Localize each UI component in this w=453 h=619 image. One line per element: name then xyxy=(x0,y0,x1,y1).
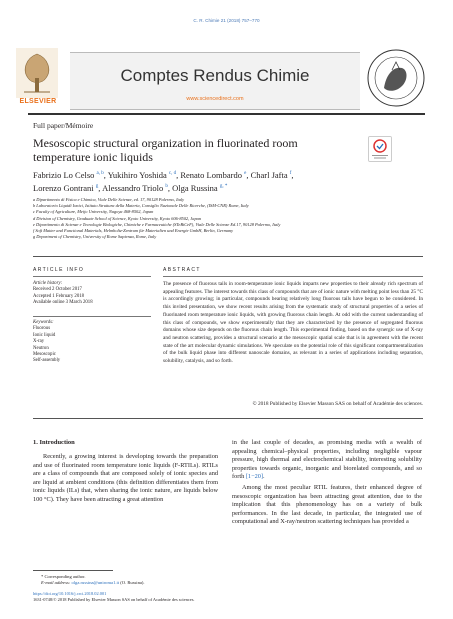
keyword-item: X-ray xyxy=(33,339,45,345)
affiliation-list xyxy=(33,197,423,240)
issn-line: 1631-0748/© 2018 Published by Elsevier Masson SAS on behalf of Académie des sciences. xyxy=(33,597,195,602)
email-link[interactable]: olga.russina@uniroma1.it xyxy=(71,580,120,586)
author-affiliation-mark[interactable]: c, d xyxy=(168,171,177,176)
abstract-text: The presence of fluorous tails in room-temperature ionic liquids imparts new properties to their already rich spectrum of appealing features. The interest towards this class of compounds that are of ionic nature with melting point less than 25 °C is accordingly growing; in particular, compounds bearing relatively long fluorous tails have begun to be considered. In this invited presentation, we show recent results arising from the systematic study of structural properties of a series of fluorinated room temperature ionic liquids, with growing fluorous chain length. At odd with the current understanding of this class of compounds, we show experimentally that they are characterized by the presence of segregated fluorous domains whose size depends on the fluorous chain length. This experimental finding, based on the synergic use of X-ray and neutron scattering, provides a structural scenario at the mesoscopic spatial scale that is in agreement with the recent state of the art molecular dynamic simulations. We speculate on the potential role of this significant compartmentalization of the bulk liquid phase into different nanoscale domains, as relevant in a series of applications including separation, solubility, catalysis, and so forth. xyxy=(163,281,423,365)
history-item: Accepted 1 February 2018 xyxy=(33,293,85,299)
elsevier-tree-logo xyxy=(16,48,58,98)
history-item: Received 2 October 2017 xyxy=(33,287,82,293)
keyword-item: Ionic liquid xyxy=(33,332,56,338)
keywords-rule xyxy=(33,316,151,317)
keyword-list xyxy=(33,320,151,365)
introduction-heading: 1. Introduction xyxy=(33,439,75,446)
journal-title: Comptes Rendus Chimie xyxy=(120,66,310,85)
abstract-bottom-rule xyxy=(33,418,423,419)
keyword-item: Self-assembly xyxy=(33,358,61,364)
keyword-item: Neutron xyxy=(33,345,49,351)
running-head: C. R. Chimie 21 (2018) 757–770 xyxy=(193,18,260,23)
affiliation-item: d Division of Chemistry, Graduate School of Science, Kyoto University, Kyoto 606-8502, Japan xyxy=(33,215,202,221)
citation-link[interactable]: [1−20] xyxy=(245,473,264,481)
affiliation-item: b Laboratorio Liquidi Ionici, Istituto Struttura della Materia, Consiglio Nazionale Delle Ricerche, (ISM-CNR) Rome, Italy xyxy=(33,203,249,209)
doi-link[interactable]: https://doi.org/10.1016/j.crci.2018.02.001 xyxy=(33,591,107,596)
article-history xyxy=(33,281,151,307)
affiliation-item: a Dipartimento di Fisica e Chimica, Viale Delle Scienze, ed. 17, 90128 Palermo, Italy xyxy=(33,197,185,202)
author-name: Renato Lombardo xyxy=(180,169,242,180)
affiliation-item: f Soft Matter and Functional Materials, Helmholtz-Zentrum für Materialien und Energie GmbH, Berlin, Germany xyxy=(33,228,234,234)
author-name: Fabrizio Lo Celso xyxy=(33,169,95,180)
author-list: Fabrizio Lo Celso $^{a, b}$, Yukihiro Yoshida $^{c, d}$, Renato Lombardo $^e$, Charl Jafta $^f$, Lorenzo Gontrani $^g$, Alessandro Triolo $^b$, Olga Russina $^{g, *}$ xyxy=(33,169,294,193)
author-name: Olga Russina xyxy=(172,182,218,193)
doi-block xyxy=(33,591,423,603)
section-divider xyxy=(33,256,423,257)
intro-paragraph: Among the most peculiar RTIL features, their enhanced degree of mesoscopic organization has been attracting great attention, due to the implication that this phenomenology has on a variety of bulk performances. In the last decade, in particular, the integrated use of computational and X-ray/neutron scattering techniques has provided a xyxy=(232,483,422,526)
academie-seal-logo xyxy=(366,48,426,108)
intro-paragraph: in the last couple of decades, as promising media with a wealth of appealing chemical–physical properties, including negligible vapour pressure, high thermal and electrochemical stability, interesting solubility properties towards organic, inorganic and biorelated compounds, and so forth [1−20]. xyxy=(232,439,422,481)
author-affiliation-mark[interactable]: g xyxy=(95,183,99,189)
intro-left-column: Recently, a growing interest is developing towards the preparation and use of fluorinated room temperature ionic liquids (F-RTILs). RTILs are a class of compounds that are composed solely of ionic species and are liquid at ambient conditions (this definition differentiates them from ionic liquids (ILs) that, when sharing the ionic nature, are liquids below 100 °C). They have been attracting a great attention xyxy=(33,453,218,503)
abstract-heading: ABSTRACT xyxy=(163,267,201,273)
intro-right-column xyxy=(232,439,422,529)
author-name: Charl Jafta xyxy=(250,169,288,180)
article-info-heading: ARTICLE INFO xyxy=(33,267,85,273)
check-for-updates-icon[interactable] xyxy=(368,136,392,162)
history-label: Article history: xyxy=(33,281,63,286)
footnote-mark: * Corresponding author. xyxy=(41,574,86,579)
author-affiliation-mark[interactable]: g, * xyxy=(219,183,228,189)
journal-url-link[interactable]: www.sciencedirect.com xyxy=(186,96,244,102)
author-affiliation-mark[interactable]: f xyxy=(289,171,292,176)
footnote-rule xyxy=(33,570,113,571)
corresponding-author-footnote: * Corresponding author. E-mail address: olga.russina@uniroma1.it (O. Russina). xyxy=(33,574,223,586)
author-name: Lorenzo Gontrani xyxy=(33,182,94,193)
keyword-item: Mesoscopic xyxy=(33,352,56,358)
affiliation-item: c Faculty of Agriculture, Meijo University, Nagoya 468-8502, Japan xyxy=(33,209,154,215)
affiliation-item: e Dipartimento di Scienze e Tecnologie Biologiche, Chimiche e Farmaceutiche (STeBiCeF), Viale Delle Scienze Ed.17, 90128 Palermo, Italy xyxy=(33,221,281,227)
article-type: Full paper/Mémoire xyxy=(33,121,94,130)
history-item: Available online 3 March 2018 xyxy=(33,300,93,306)
article-title: Mesoscopic structural organization in fluorinated room temperature ionic liquids xyxy=(33,136,298,164)
author-affiliation-mark[interactable]: b xyxy=(165,183,168,189)
abstract-copyright: © 2018 Published by Elsevier Masson SAS on behalf of Académie des sciences. xyxy=(252,401,423,407)
keyword-item: Fluorous xyxy=(33,326,51,332)
author-affiliation-mark[interactable]: a, b xyxy=(96,171,104,176)
affiliation-item: g Department of Chemistry, University of Rome Sapienza, Rome, Italy xyxy=(33,234,157,240)
elsevier-wordmark: ELSEVIER xyxy=(19,98,57,105)
article-info-rule xyxy=(33,276,151,277)
keywords-label: Keywords: xyxy=(33,320,54,325)
author-affiliation-mark[interactable]: e xyxy=(244,171,247,176)
author-name: Alessandro Triolo xyxy=(102,182,164,193)
header-rule xyxy=(28,113,425,115)
abstract-rule xyxy=(163,276,423,277)
author-name: Yukihiro Yoshida xyxy=(107,169,167,180)
